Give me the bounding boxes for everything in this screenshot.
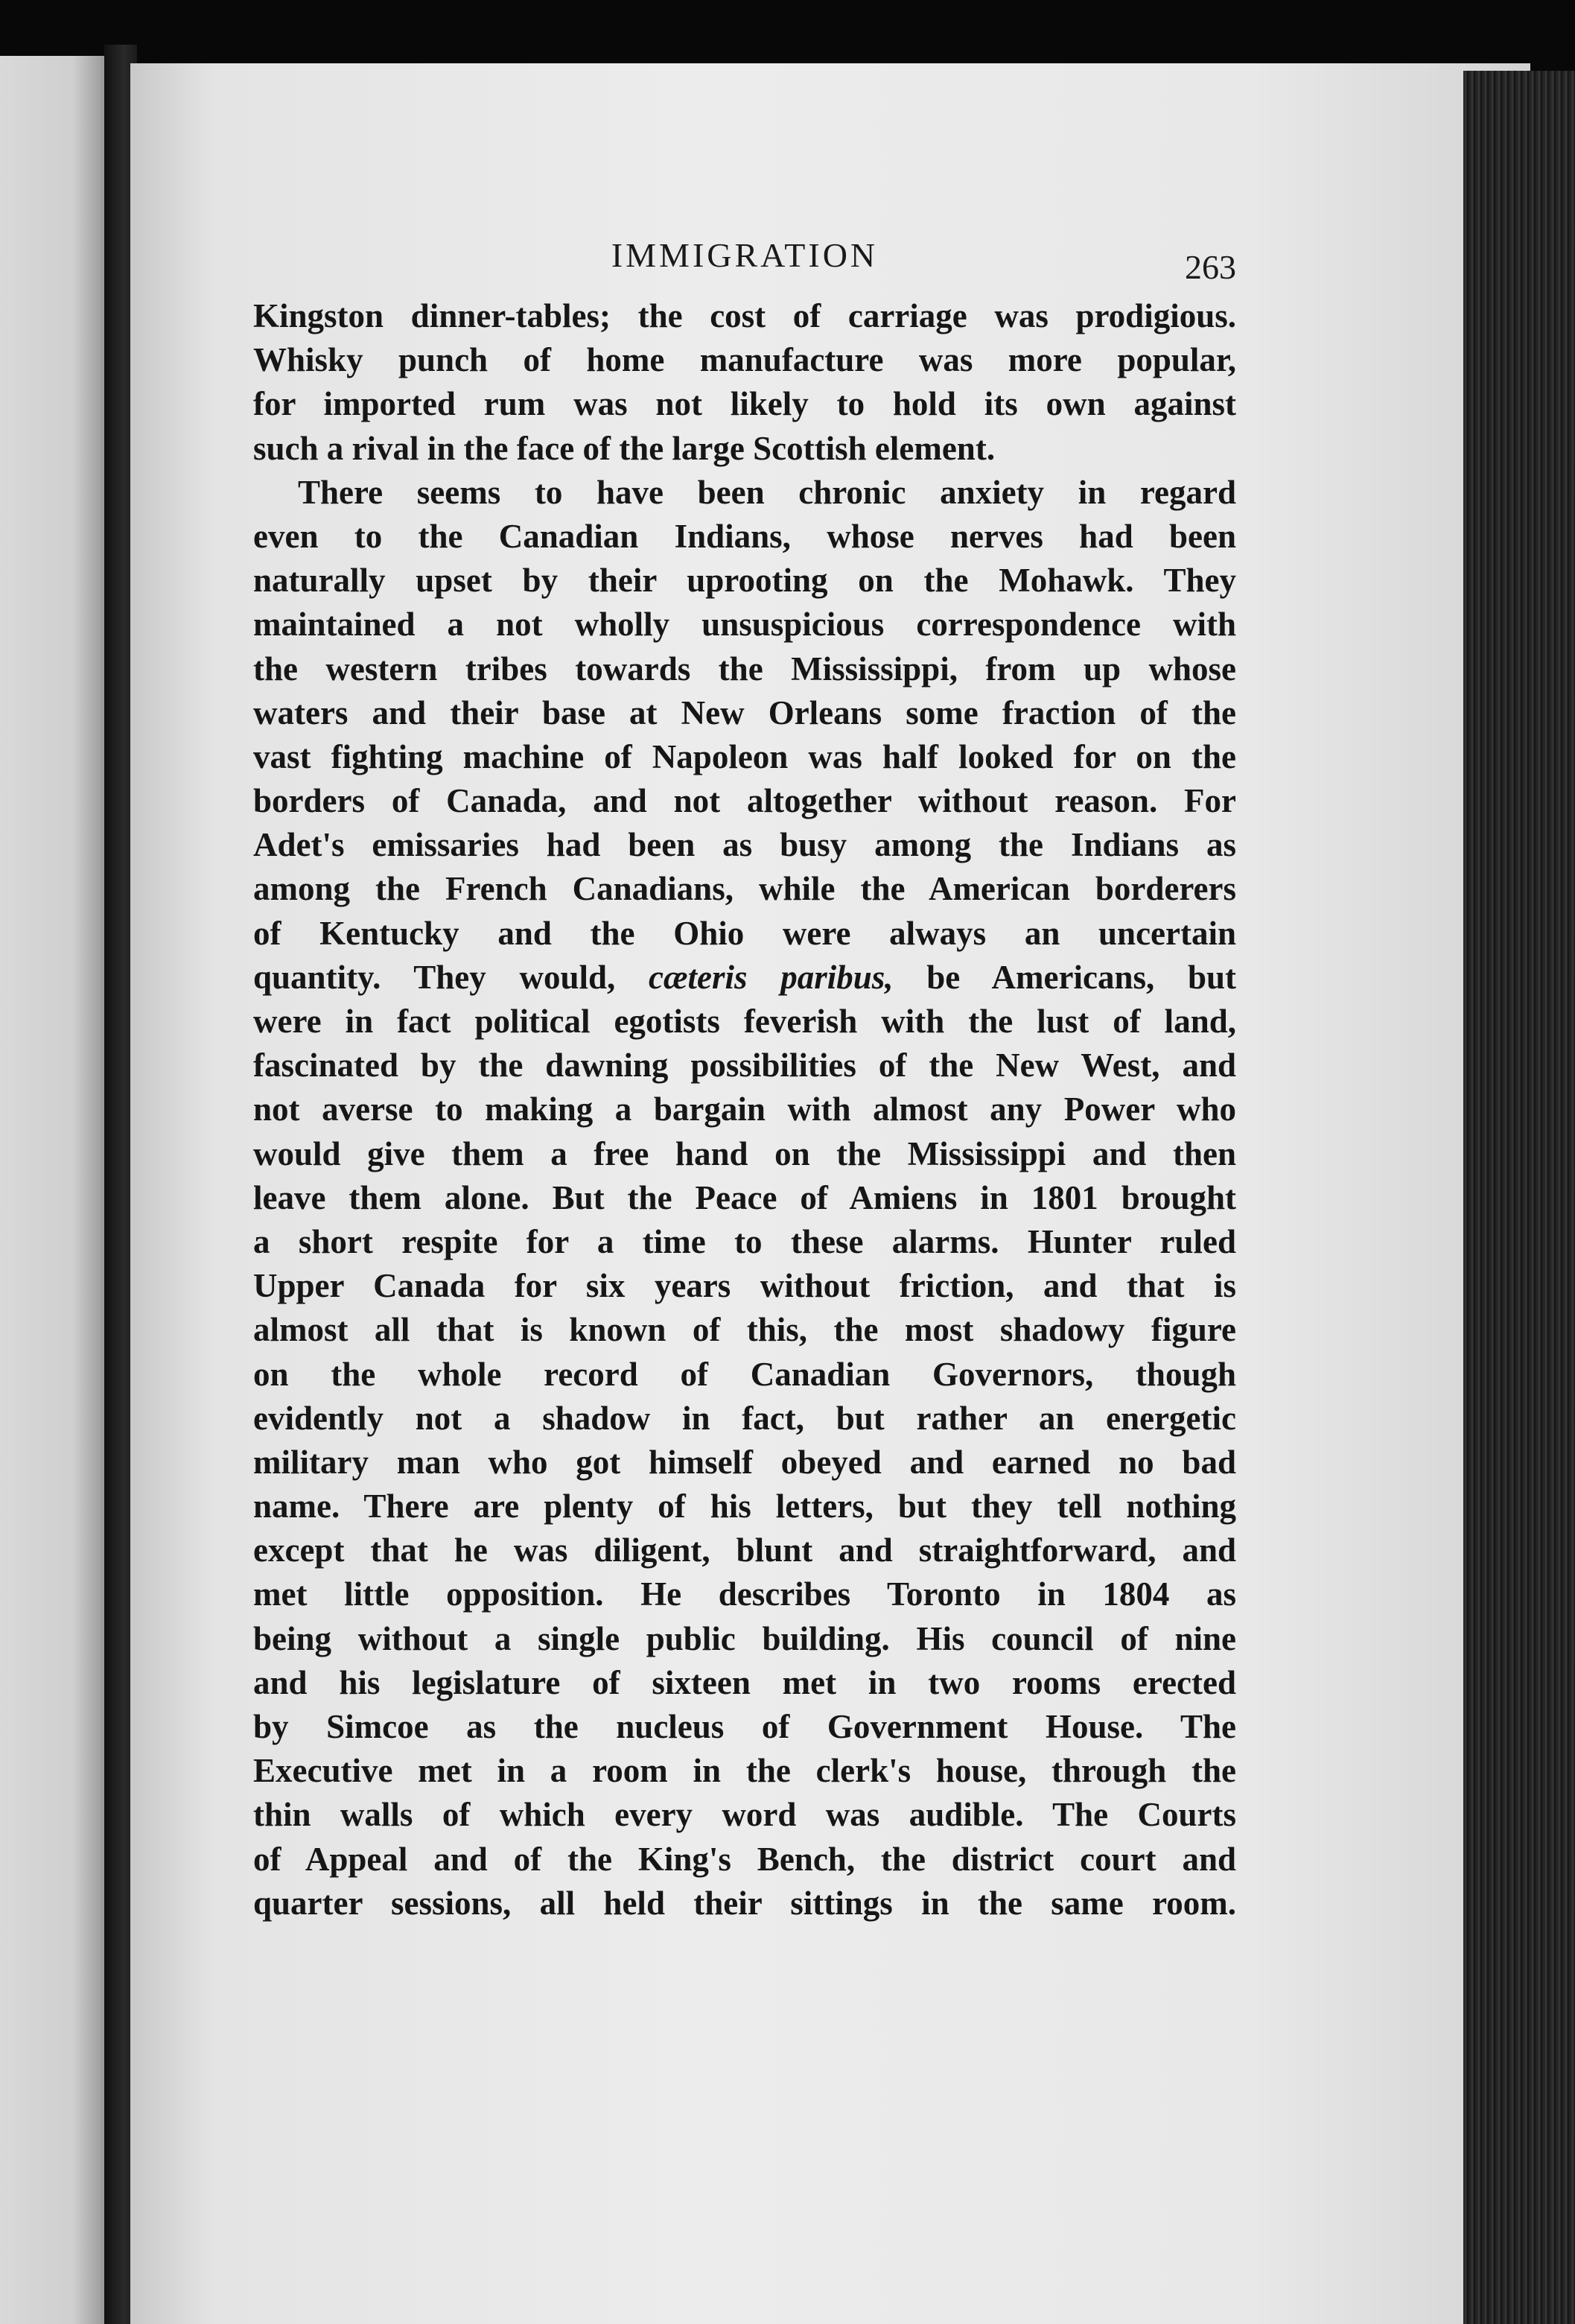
- text-line-with-italic: [253, 956, 1236, 1000]
- page-number: 263: [1185, 248, 1236, 286]
- page-text: [253, 227, 1236, 1925]
- text-line: of Kentucky and the Ohio were always an uncertain: [253, 914, 1236, 952]
- text-line: met little opposition. He describes Toronto in 1804 as: [253, 1575, 1236, 1613]
- text-line: Kingston dinner-tables; the cost of carriage was prodigious.: [253, 297, 1236, 334]
- text-line: leave them alone. But the Peace of Amiens in 1801 brought: [253, 1178, 1236, 1216]
- text-line: the western tribes towards the Mississippi, from up whose: [253, 650, 1236, 688]
- page-header: [253, 227, 1236, 287]
- running-head: IMMIGRATION: [611, 236, 879, 274]
- text-line: by Simcoe as the nucleus of Government House. The: [253, 1708, 1236, 1745]
- text-line: among the French Canadians, while the American borderers: [253, 870, 1236, 908]
- text-line: a short respite for a time to these alarms. Hunter ruled: [253, 1222, 1236, 1260]
- text-line: evidently not a shadow in fact, but rather an energetic: [253, 1399, 1236, 1437]
- text-line: fascinated by the dawning possibilities of the New West, and: [253, 1047, 1236, 1085]
- text-line: maintained a not wholly unsuspicious correspondence with: [253, 606, 1236, 644]
- text-line: would give them a free hand on the Mississippi and then: [253, 1134, 1236, 1172]
- text-segment: quantity. They would,: [253, 958, 616, 996]
- text-line: Executive met in a room in the clerk's house, through the: [253, 1752, 1236, 1790]
- text-line: name. There are plenty of his letters, but they tell nothing: [253, 1488, 1236, 1525]
- paragraph-first-line: There seems to have been chronic anxiety in regard: [298, 473, 1236, 511]
- text-line: thin walls of which every word was audible. The Courts: [253, 1796, 1236, 1834]
- text-line: and his legislature of sixteen met in two rooms erected: [253, 1663, 1236, 1701]
- text-line: were in fact political egotists feverish with the lust of land,: [253, 1003, 1236, 1040]
- text-line: naturally upset by their uprooting on the Mohawk. They: [253, 562, 1236, 600]
- facing-page-edge: [0, 56, 104, 2324]
- text-line: Whisky punch of home manufacture was more popular,: [253, 341, 1236, 379]
- text-line: Adet's emissaries had been as busy among the Indians as: [253, 826, 1236, 864]
- text-segment: be Americans, but: [926, 958, 1236, 996]
- text-line: quarter sessions, all held their sittings in the same room.: [253, 1884, 1236, 1922]
- text-line: of Appeal and of the King's Bench, the district court and: [253, 1840, 1236, 1878]
- text-line: not averse to making a bargain with almost any Power who: [253, 1090, 1236, 1128]
- text-line: on the whole record of Canadian Governors, though: [253, 1355, 1236, 1393]
- text-line: being without a single public building. His council of nine: [253, 1619, 1236, 1657]
- text-line: vast fighting machine of Napoleon was half looked for on the: [253, 737, 1236, 775]
- text-line: except that he was diligent, blunt and straightforward, and: [253, 1531, 1236, 1569]
- italic-phrase: cæteris paribus,: [649, 958, 894, 996]
- page-stack-edge: [1463, 71, 1575, 2324]
- text-line: such a rival in the face of the large Scottish element.: [253, 429, 996, 467]
- text-line: even to the Canadian Indians, whose nerves had been: [253, 517, 1236, 555]
- text-line: Upper Canada for six years without friction, and that is: [253, 1267, 1236, 1305]
- text-line: waters and their base at New Orleans some fraction of the: [253, 693, 1236, 731]
- text-line: borders of Canada, and not altogether without reason. For: [253, 782, 1236, 820]
- text-line: for imported rum was not likely to hold its own against: [253, 385, 1236, 423]
- text-line: almost all that is known of this, the most shadowy figure: [253, 1311, 1236, 1349]
- text-line: military man who got himself obeyed and earned no bad: [253, 1443, 1236, 1481]
